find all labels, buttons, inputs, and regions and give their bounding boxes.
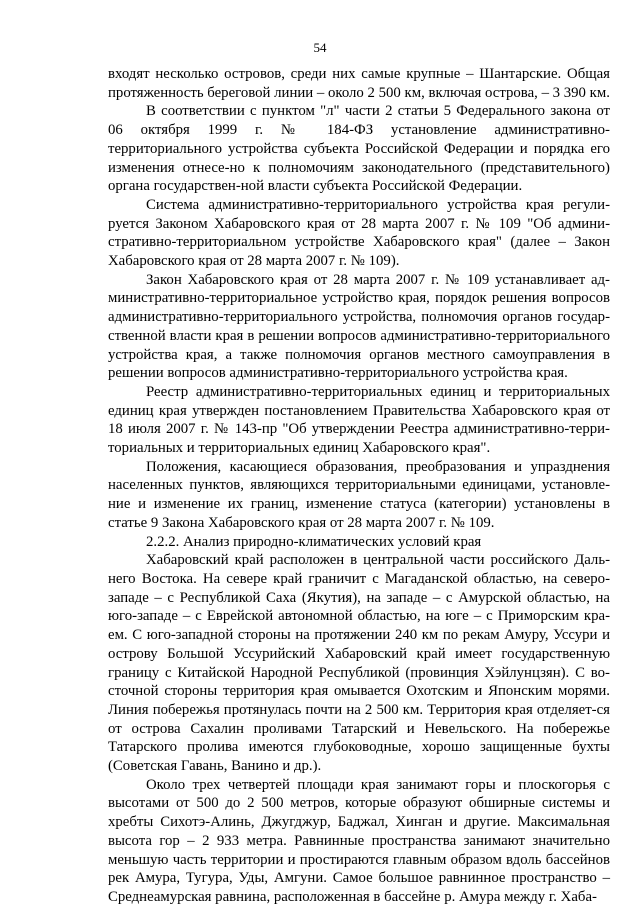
paragraph-federal-law: В соответствии с пунктом "л" части 2 статьи 5 Федерального закона от 06 октября 1999 г. № 184-ФЗ установление административно-территориального устройства субъекта Российской Федерации и порядка его изменения отнесе-но к полномочиям законодательного (представительного) органа государствен-ной власти субъекта Российской Федерации. xyxy=(108,103,610,195)
paragraph-relief: Около трех четвертей площади края занимают горы и плоскогорья с высотами от 500 до 2 500 метров, которые образуют обширные системы и хребты Сихотэ-Алинь, Джугджур, Баджал, Хинган и другие. Максимальная высота гор – 2 933 метра. Равнинные пространства занимают значительно меньшую часть территории и простираются главным образом вдоль бассейнов рек Амура, Тугура, Уды, Амгуни. Самое большое равнинное пространство – Среднеамурская равнина, расположенная в бассейне р. Амура между г. Хаба- xyxy=(108,776,610,905)
paragraph-regional-law-provisions: Закон Хабаровского края от 28 марта 2007 г. № 109 устанавливает ад-министративно-территориальное устройство края, порядок решения вопросов административно-территориального устройства, полномочия органов государ-ственной власти края в решении вопросов административно-территориального устройства края, а также полномочия органов местного самоуправления в решении вопросов административно-территориального устройства края. xyxy=(108,271,610,382)
paragraph-regional-law-system: Система административно-территориального устройства края регули-руется Законом Хабаровского края от 28 марта 2007 г. № 109 "Об админи-стративно-территориальном устройстве Хабаровского края" (далее – Закон Хабаровского края от 28 марта 2007 г. № 109). xyxy=(108,196,610,270)
paragraph-continuation: входят несколько островов, среди них самые крупные – Шантарские. Общая протяженность береговой линии – около 2 500 км, включая острова, – 3 390 км. xyxy=(108,66,610,101)
page-number: 54 xyxy=(313,40,327,55)
paragraph-registry: Реестр административно-территориальных единиц и территориальных единиц края утвержден постановлением Правительства Хабаровского края от 18 июля 2007 г. № 143-пр "Об утверждении Реестра административно-терри-ториальных и территориальных единиц Хабаровского края". xyxy=(108,383,610,457)
section-heading: 2.2.2. Анализ природно-климатических условий края xyxy=(146,533,482,550)
document-body xyxy=(108,65,610,907)
paragraph-geography: Хабаровский край расположен в центральной части российского Даль-него Востока. На севере край граничит с Магаданской областью, на северо-западе – с Республикой Саха (Якутия), на западе – с Амурской областью, на юго-западе – с Еврейской автономной областью, на юге – с Приморским кра-ем. С юго-западной стороны на протяжении 240 км по рекам Амуру, Уссури и острову Большой Уссурийский Хабаровский край имеет государственную границу с Китайской Народной Республикой (провинция Хэйлунцзян). С во-сточной стороны территория края омывается Охотским и Японским морями. Линия побережья протянулась почти на 2 500 км. Территория края отделяет-ся от острова Сахалин проливами Татарский и Невельского. На побережье Татарского пролива имеются глубоководные, хорошо защищенные бухты (Советская Гавань, Ванино и др.). xyxy=(108,552,610,775)
paragraph-settlements: Положения, касающиеся образования, преобразования и упразднения населенных пунктов, являющихся территориальными единицами, установле-ние и изменение их границ, изменение статуса (категории) установлены в статье 9 Закона Хабаровского края от 28 марта 2007 г. № 109. xyxy=(108,458,610,531)
